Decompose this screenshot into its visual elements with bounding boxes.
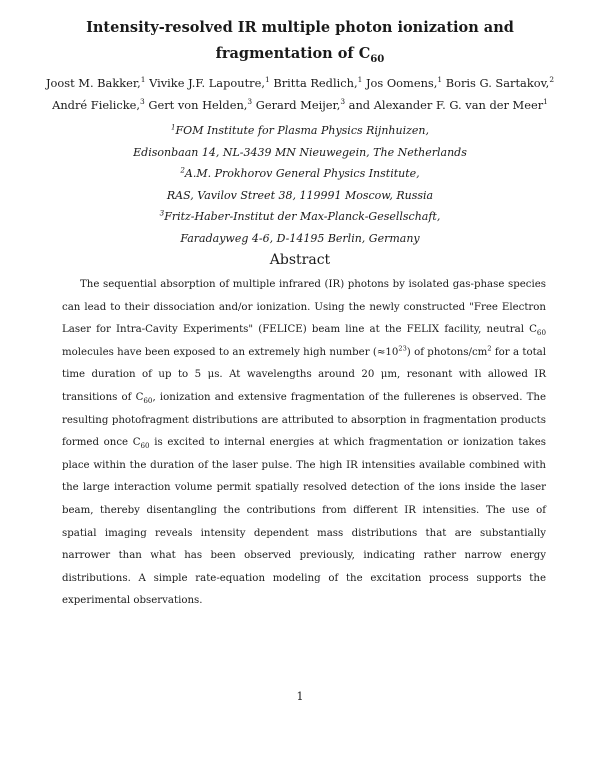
page-number: 1 [296, 690, 304, 703]
author: Joost M. Bakker,$^1$ [45, 75, 146, 90]
author-list [40, 72, 560, 116]
affiliation-line: Faradayweg 4-6, D-14195 Berlin, Germany [180, 231, 420, 245]
author: and Alexander F. G. van der Meer$^1$ [348, 97, 548, 112]
paper-title-line-2 [60, 42, 540, 66]
author: André Fielicke,$^3$ [52, 97, 145, 112]
abstract-body [62, 274, 546, 613]
affiliation-line: Edisonbaan 14, NL-3439 MN Nieuwegein, The Netherlands [133, 145, 467, 159]
author: Boris G. Sartakov,$^2$ [445, 75, 555, 90]
author: Gert von Helden,$^3$ [148, 97, 253, 112]
author: Gerard Meijer,$^3$ [255, 97, 346, 112]
author: Jos Oomens,$^1$ [365, 75, 443, 90]
affiliation-line: $^2$A.M. Prokhorov General Physics Institute, [180, 165, 420, 180]
author: Britta Redlich,$^1$ [273, 75, 363, 90]
author: Vivike J.F. Lapoutre,$^1$ [149, 75, 270, 90]
affiliations [40, 120, 560, 249]
title-subscript: 60 [370, 52, 385, 65]
affiliation-line: $^3$Fritz-Haber-Institut der Max-Planck-Gesellschaft, [159, 208, 441, 223]
affiliation-line: RAS, Vavilov Street 38, 119991 Moscow, Russia [166, 188, 434, 202]
affiliation-line: $^1$FOM Institute for Plasma Physics Rijnhuizen, [171, 122, 429, 137]
paper-title-line-1: Intensity-resolved IR multiple photon ionization and [86, 19, 514, 36]
title-text: fragmentation of C [215, 45, 371, 62]
abstract-paragraph: The sequential absorption of multiple infrared (IR) photons by isolated gas-phase species can lead to their dissociation and/or ionization. Using the newly constructed "Free Electron Laser for Intra-Cavity Experiments" (FELICE) beam line at the FELIX facility, neutral $C_{60}$ molecules have been exposed to an extremely high number $(\approx 10^{23})$ of photons/$cm^2$ for a total time duration of up to 5 μs. At wavelengths around 20 μm, resonant with allowed IR transitions of $C_{60}$, ionization and extensive fragmentation of the fullerenes is observed. The resulting photofragment distributions are attributed to absorption in fragmentation products formed once $C_{60}$ is excited to internal energies at which fragmentation or ionization takes place within the duration of the laser pulse. The high IR intensities available combined with the large interaction volume permit spatially resolved detection of the ions inside the laser beam, thereby disentangling the contributions from different IR intensities. The use of spatial imaging reveals intensity dependent mass distributions that are substantially narrower than what has been observed previously, indicating rather narrow energy distributions. A simple rate-equation modeling of the excitation process supports the experimental observations. [62, 279, 547, 607]
abstract-heading: Abstract [269, 252, 331, 268]
